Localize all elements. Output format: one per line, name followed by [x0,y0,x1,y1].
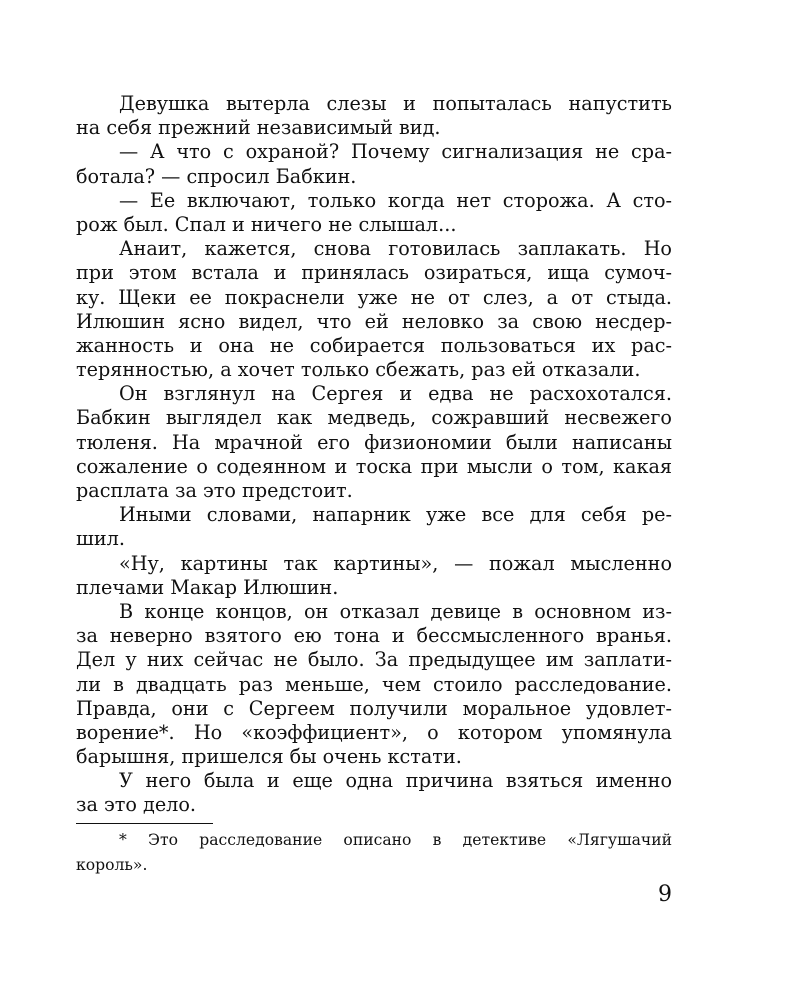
body-text-line: за это дело. [76,793,197,817]
footnote-line: король». [76,856,148,874]
body-text-line: терянностью, а хочет только сбежать, раз ей отказали. [76,358,641,382]
body-text-line: ворение*. Но «коэффициент», о котором упомянула [76,720,672,744]
footnote [76,828,672,878]
body-text-line: жанность и она не собирается пользоваться их рас- [76,333,672,357]
body-text-line: «Ну, картины так картины», — пожал мысленно [119,551,672,575]
body-text-line: на себя прежний независимый вид. [76,116,441,140]
body-text-line: Девушка вытерла слезы и попыталась напустить [119,92,672,115]
body-text-line: Иными словами, напарник уже все для себя ре- [119,503,672,527]
body-text-line: барышня, пришелся бы очень кстати. [76,745,462,769]
body-text-line: Анаит, кажется, снова готовилась заплакать. Но [119,237,672,261]
body-text-line: Правда, они с Сергеем получили моральное удовлет- [76,696,672,720]
body-text-line: рож был. Спал и ничего не слышал... [76,212,457,236]
body-text [76,92,672,818]
body-text-line: ку. Щеки ее покраснели уже не от слез, а от стыда. [76,285,672,309]
body-text-line: У него была и еще одна причина взяться именно [119,769,672,793]
body-text-line: ли в двадцать раз меньше, чем стоило расследование. [76,672,672,696]
body-text-line: Илюшин ясно видел, что ей неловко за свою несдер- [76,309,672,333]
body-text-line: при этом встала и принялась озираться, ища сумоч- [76,261,672,285]
body-text-line: тюленя. На мрачной его физиономии были написаны [76,430,672,454]
body-text-line: плечами Макар Илюшин. [76,575,339,599]
footnote-line: * Это расследование описано в детективе «Лягушачий [119,831,672,849]
body-text-line: Дел у них сейчас не было. За предыдущее им заплати- [76,648,672,672]
body-text-line: — А что с охраной? Почему сигнализация не сра- [119,140,672,164]
body-text-line: Он взглянул на Сергея и едва не расхохотался. [119,382,672,406]
body-text-line: сожаление о содеянном и тоска при мысли о том, какая [76,454,672,478]
body-text-line: В конце концов, он отказал девице в основном из- [119,599,672,623]
body-text-line: шил. [76,527,125,551]
body-text-line: Бабкин выглядел как медведь, сожравший несвежего [76,406,672,430]
body-text-line: — Ее включают, только когда нет сторожа. А сто- [119,188,672,212]
body-text-line: за неверно взятого ею тона и бессмысленного вранья. [76,624,672,648]
body-text-line: ботала? — спросил Бабкин. [76,164,357,188]
body-text-line: расплата за это предстоит. [76,479,353,502]
page-number: 9 [658,882,672,907]
footnote-rule [76,823,213,824]
